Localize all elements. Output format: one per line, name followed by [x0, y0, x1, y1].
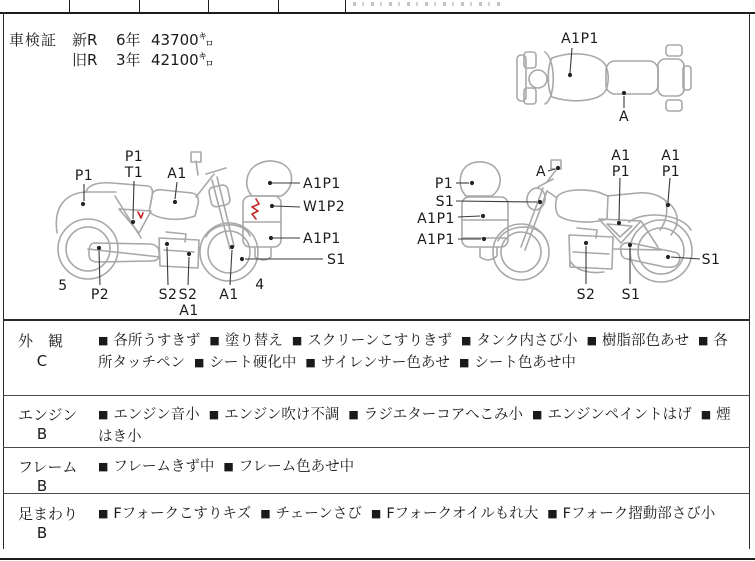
shaken-old-km: 42100㌔ — [151, 51, 214, 69]
bullet-icon: ■ — [98, 507, 109, 520]
bullet-icon: ■ — [348, 408, 359, 421]
bullet-icon: ■ — [700, 408, 712, 421]
diagram-label: A1 — [661, 148, 681, 164]
condition-items-engine — [98, 404, 740, 448]
section-name-frame: フレーム — [18, 458, 78, 476]
section-name-exterior: 外 観 — [18, 332, 64, 350]
condition-item: ■ フレーム色あせ中 — [223, 459, 355, 475]
diagram-label: P1 — [74, 168, 94, 184]
diagram-label: A1 — [611, 148, 631, 164]
sheet-border-left — [3, 12, 4, 549]
condition-item: ■ ラジエターコアへこみ小 — [348, 407, 523, 423]
bullet-icon: ■ — [194, 356, 205, 369]
header-column-divider — [139, 0, 140, 12]
diagram-label: A1 — [167, 166, 187, 182]
shaken-new-km: 43700㌔ — [151, 31, 214, 49]
shaken-new-year: 6年 — [116, 31, 141, 49]
bullet-icon: ■ — [260, 507, 271, 520]
diagram-label: S2 — [178, 287, 198, 303]
motorcycle-left-side-view — [56, 152, 291, 281]
diagram-label: P1 — [124, 149, 144, 165]
condition-item: ■ シート色あせ中 — [458, 355, 576, 371]
diagram-label: 4 — [255, 277, 265, 293]
bullet-icon: ■ — [98, 334, 109, 347]
diagram-label: S2 — [576, 287, 596, 303]
motorcycle-top-view — [517, 45, 691, 111]
header-column-divider — [208, 0, 209, 12]
sheet-border-bottom — [0, 558, 755, 560]
section-divider — [3, 493, 750, 494]
condition-item: ■ Fフォークオイルもれ大 — [370, 506, 539, 522]
header-column-divider — [278, 0, 279, 12]
diagram-label: A1 — [179, 303, 199, 319]
pointer-lines — [81, 48, 700, 285]
sheet-border-right — [749, 12, 750, 549]
condition-items-undercarriage — [98, 503, 740, 525]
bullet-icon: ■ — [547, 507, 558, 520]
bullet-icon: ■ — [98, 408, 109, 421]
condition-item: ■ シート硬化中 — [194, 355, 297, 371]
bullet-icon: ■ — [532, 408, 543, 421]
section-name-undercarriage: 足まわり — [18, 505, 79, 523]
motorcycle-right-side-view — [460, 160, 692, 282]
condition-item: ■ チェーンさび — [260, 506, 362, 522]
diagram-label: A1P1 — [303, 176, 341, 192]
condition-item: ■ Fフォーク摺動部さび小 — [547, 506, 716, 522]
section-grade-frame: B — [36, 477, 48, 495]
bullet-icon: ■ — [370, 507, 382, 520]
condition-item: ■ サイレンサー色あせ — [305, 355, 450, 371]
bullet-icon: ■ — [208, 408, 220, 421]
shaken-new-reg: 新R — [72, 31, 98, 49]
condition-item: ■ 塗り替え — [209, 333, 283, 349]
diagram-label: S1 — [621, 287, 641, 303]
diagram-label: P1 — [434, 176, 454, 192]
bullet-icon: ■ — [305, 356, 316, 369]
condition-item: ■ Fフォークこすりキズ — [98, 506, 252, 522]
shaken-old-reg: 旧R — [72, 51, 98, 69]
condition-item: ■ 樹脂部色あせ — [586, 333, 689, 349]
truncated-header-text — [353, 2, 503, 6]
bullet-icon: ■ — [209, 334, 220, 347]
bullet-icon: ■ — [697, 334, 709, 347]
condition-items-exterior — [98, 330, 740, 374]
condition-item: ■ 各所うすきず — [98, 333, 201, 349]
condition-item: ■ 各所タッチペン — [98, 333, 728, 371]
bullet-icon: ■ — [98, 460, 109, 473]
diagram-label: S1 — [435, 194, 455, 210]
shaken-row-old — [72, 49, 214, 70]
diagram-label: P1 — [611, 164, 631, 180]
bullet-icon: ■ — [291, 334, 303, 347]
bullet-icon: ■ — [460, 334, 472, 347]
condition-item: ■ エンジンペイントはげ — [532, 407, 692, 423]
diagram-label: S2 — [158, 287, 178, 303]
header-column-divider — [69, 0, 70, 12]
diagram-label: A1P1 — [417, 211, 455, 227]
bullet-icon: ■ — [586, 334, 597, 347]
section-divider — [3, 395, 750, 396]
diagram-label: P2 — [90, 287, 110, 303]
diagram-label: A — [618, 109, 630, 125]
diagram-label: S1 — [327, 252, 346, 268]
shaken-old-year: 3年 — [116, 51, 141, 69]
section-name-engine: エンジン — [18, 406, 78, 424]
section-divider — [3, 319, 750, 321]
condition-item: ■ エンジン音小 — [98, 407, 200, 423]
red-damage-mark-check — [138, 212, 143, 218]
section-grade-exterior: C — [36, 352, 48, 370]
condition-item: ■ フレームきず中 — [98, 459, 215, 475]
diagram-label: 5 — [58, 278, 68, 294]
diagram-labels — [58, 31, 720, 319]
condition-item: ■ エンジン吹け不調 — [208, 407, 340, 423]
diagram-label: P1 — [661, 164, 681, 180]
diagram-label: T1 — [124, 165, 144, 181]
shaken-row-new — [72, 29, 214, 50]
diagram-label: A1 — [219, 287, 239, 303]
diagram-label: A1P1 — [303, 231, 341, 247]
red-damage-mark-squiggle — [252, 199, 259, 219]
bullet-icon: ■ — [223, 460, 234, 473]
condition-item: ■ タンク内さび小 — [460, 333, 578, 349]
condition-item: ■ 煙はき小 — [98, 407, 731, 445]
condition-item: ■ スクリーンこすりきず — [291, 333, 452, 349]
diagram-label: A1P1 — [561, 31, 599, 47]
diagram-label: A1P1 — [417, 232, 455, 248]
diagram-label: A — [535, 164, 547, 180]
header-column-divider — [345, 0, 346, 12]
section-grade-engine: B — [36, 425, 48, 443]
diagram-label: W1P2 — [303, 199, 346, 215]
bullet-icon: ■ — [458, 356, 470, 369]
shaken-title: 車検証 — [9, 31, 58, 49]
section-grade-undercarriage: B — [36, 524, 48, 542]
condition-items-frame — [98, 456, 740, 478]
diagram-label: S1 — [701, 252, 721, 268]
